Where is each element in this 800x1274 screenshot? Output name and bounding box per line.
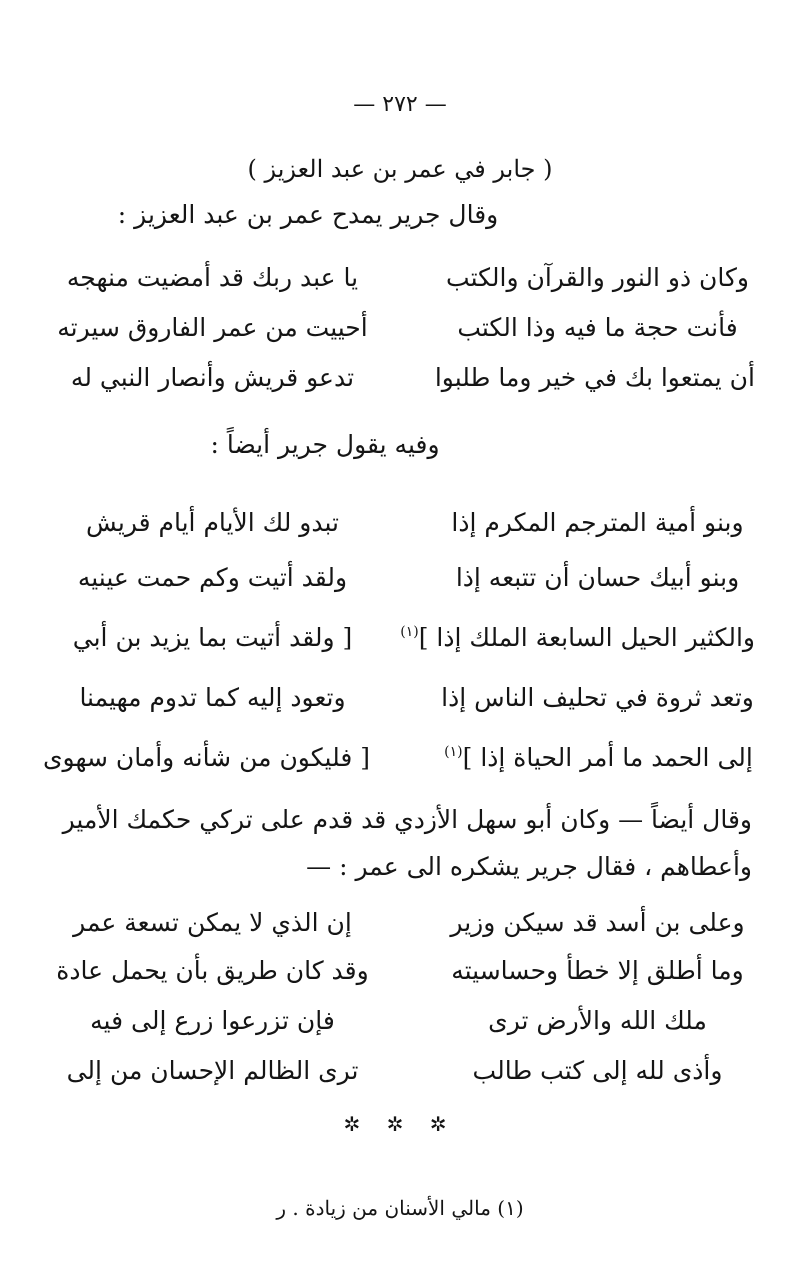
verse-hemistich-left: وبنو أمية المترجم المكرم إذا <box>451 508 744 537</box>
page-number: — ٢٧٢ — <box>353 92 447 117</box>
intro-line: وقال جرير يمدح عمر بن عبد العزيز : <box>117 200 499 229</box>
transition-line: وفيه يقول جرير أيضاً : <box>210 430 440 459</box>
verse-hemistich-left: وكان ذو النور والقرآن والكتب <box>446 263 749 292</box>
prose-line: وقال أيضاً — وكان أبو سهل الأزدي قد قدم على تركي حكمك الأمير <box>62 805 752 834</box>
verse-line <box>55 565 755 590</box>
verse-hemistich-right: [ ولقد أتيت بما يزيد بن أبي <box>72 623 353 652</box>
verse-line <box>55 685 755 710</box>
verse-hemistich-right: ولقد أتيت وكم حمت عينيه <box>77 563 348 592</box>
verse-hemistich-left: ملك الله والأرض ترى <box>488 1006 707 1035</box>
verse-line <box>42 743 755 772</box>
verse-hemistich-left: وما أطلق إلا خطأ وحساسيته <box>451 956 744 985</box>
verse-text: إلى الحمد ما أمر الحياة إذا <box>480 743 753 772</box>
verse-hemistich-left: والكثير الحيل السابعة الملك إذا ]$^{(١)}$ <box>400 623 755 652</box>
verse-line <box>55 958 755 983</box>
prose-line: وأعطاهم ، فقال جرير يشكره الى عمر : — <box>306 852 752 881</box>
verse-hemistich-right: يا عبد ربك قد أمضيت منهجه <box>66 263 359 292</box>
verse-hemistich-right: وتعود إليه كما تدوم مهيمنا <box>79 683 346 712</box>
verse-line <box>55 315 755 340</box>
verse-line <box>55 910 755 935</box>
verse-line <box>55 510 755 535</box>
verse-hemistich-left: إلى الحمد ما أمر الحياة إذا ]$^{(١)}$ <box>444 743 753 772</box>
verse-hemistich-right: إن الذي لا يمكن تسعة عمر <box>73 908 352 937</box>
verse-hemistich-right: تبدو لك الأيام أيام قريش <box>85 508 339 537</box>
verse-line <box>55 365 755 390</box>
verse-hemistich-left: أن يمتعوا بك في خير وما طلبوا <box>434 363 755 392</box>
footnote: (١) مالي الأسنان من زيادة . ر <box>276 1196 524 1220</box>
verse-hemistich-right: وقد كان طريق بأن يحمل عادة <box>56 956 369 985</box>
section-heading: ( جابر في عمر بن عبد العزيز ) <box>247 155 553 183</box>
verse-hemistich-left: وأذى لله إلى كتب طالب <box>472 1056 723 1085</box>
verse-text: ولقد أتيت بما يزيد بن أبي <box>72 623 335 652</box>
verse-hemistich-left: فأنت حجة ما فيه وذا الكتب <box>457 313 738 342</box>
verse-hemistich-left: وعلى بن أسد قد سيكن وزير <box>450 908 745 937</box>
verse-line <box>55 1058 755 1083</box>
verse-hemistich-left: وبنو أبيك حسان أن تتبعه إذا <box>455 563 740 592</box>
verse-line <box>55 625 755 650</box>
verse-hemistich-left: وتعد ثروة في تحليف الناس إذا <box>441 683 754 712</box>
footnote-ref: (١) <box>444 744 463 760</box>
verse-text: فليكون من شأنه وأمان سهوى <box>42 743 353 772</box>
verse-text: والكثير الحيل السابعة الملك إذا <box>436 623 755 652</box>
footnote-ref: (١) <box>400 624 419 640</box>
verse-hemistich-right: أحييت من عمر الفاروق سيرته <box>57 313 368 342</box>
verse-line <box>55 265 755 290</box>
verse-hemistich-right: تدعو قريش وأنصار النبي له <box>70 363 355 392</box>
verse-hemistich-right: [ فليكون من شأنه وأمان سهوى <box>42 743 370 772</box>
verse-hemistich-right: فإن تزرعوا زرع إلى فيه <box>90 1006 335 1035</box>
verse-hemistich-right: ترى الظالم الإحسان من إلى <box>66 1056 359 1085</box>
verse-line <box>55 1008 755 1033</box>
section-separator: ✲ ✲ ✲ <box>343 1112 457 1136</box>
